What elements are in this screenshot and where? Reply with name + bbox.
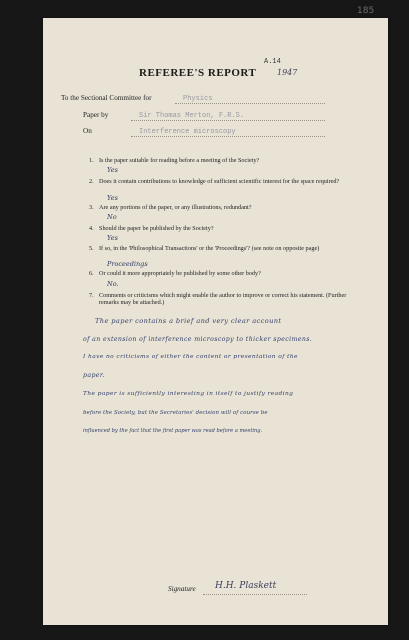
q5-answer: Proceedings [107, 260, 148, 268]
q2-text: Does it contain contributions to knowledge of sufficient scientific interest for the space required? [99, 178, 340, 185]
q1-answer: Yes [107, 166, 118, 174]
q6-number: 6. [89, 270, 94, 277]
reference-code: A.14 [264, 58, 281, 66]
comment-line-4: paper. [83, 372, 105, 379]
on-value: Interference microscopy [139, 128, 236, 136]
committee-value: Physics [183, 95, 213, 103]
q3-text: Are any portions of the paper, or any illustrations, redundant? [99, 204, 252, 211]
report-sheet [43, 6, 388, 625]
on-line [131, 136, 325, 137]
q5-text: If so, in the 'Philosophical Transactions' or the 'Proceedings'? (see note on opposite page) [99, 245, 320, 252]
corner-number: 185 [357, 6, 375, 16]
comment-line-3: I have no criticisms of either the content or presentation of the [83, 354, 298, 360]
q3-number: 3. [89, 204, 94, 211]
q1-text: Is the paper suitable for reading before a meeting of the Society? [99, 157, 260, 164]
paper-by-value: Sir Thomas Merton, F.R.S. [139, 112, 245, 120]
q5-number: 5. [89, 245, 94, 252]
signature-line [203, 594, 307, 595]
committee-label: To the Sectional Committee for [61, 94, 152, 102]
q4-text: Should the paper be published by the Society? [99, 225, 214, 232]
q3-answer: No [107, 213, 117, 221]
q2-number: 2. [89, 178, 94, 185]
committee-line [175, 103, 325, 104]
signature-label: Signature [168, 585, 196, 593]
paper-by-line [131, 120, 325, 121]
report-title: REFEREE'S REPORT [139, 67, 257, 79]
q4-number: 4. [89, 225, 94, 232]
q1-number: 1. [89, 157, 94, 164]
on-label: On [83, 127, 92, 135]
q6-text: Or could it more appropriately be published by some other body? [99, 270, 261, 277]
comment-line-1: The paper contains a brief and very clear account [95, 317, 282, 325]
comment-line-2: of an extension of interference microscopy to thicker specimens. [83, 336, 313, 343]
q7-text: Comments or criticisms which might enable the author to improve or correct his statement. (Further remarks may be attached.) [99, 292, 347, 307]
comment-line-6: before the Society, but the Secretaries' decision will of course be [83, 410, 268, 416]
comment-line-5: The paper is sufficiently interesting in itself to justify reading [83, 391, 294, 397]
paper-by-label: Paper by [83, 111, 109, 119]
q2-answer: Yes [107, 194, 118, 202]
signature-value: H.H. Plaskett [215, 581, 277, 591]
comment-line-7: influenced by the fact that the first paper was read before a meeting. [83, 428, 263, 434]
q7-number: 7. [89, 292, 94, 299]
year-note: 1947 [277, 68, 298, 77]
q6-answer: No. [107, 280, 119, 288]
q4-answer: Yes [107, 234, 118, 242]
